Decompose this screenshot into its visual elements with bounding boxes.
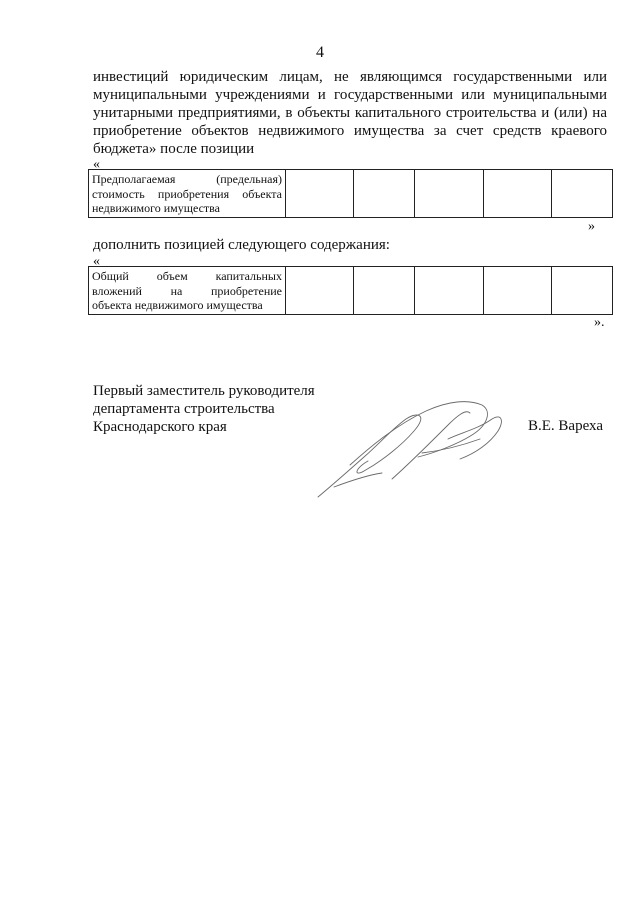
table-label-line: вложений на приобретение (92, 283, 282, 298)
table-label-line: объекта недвижимого имущества (92, 298, 263, 312)
open-quote-2: « (93, 254, 100, 269)
intro-line: унитарными предприятиями, в объекты капитального строительства и (или) на (93, 105, 607, 121)
intro-paragraph (93, 68, 607, 158)
open-quote-1: « (93, 157, 100, 172)
handwritten-signature (310, 395, 530, 505)
close-quote-2: ». (594, 315, 605, 330)
table-row (89, 267, 613, 315)
middle-line: дополнить позицией следующего содержания: (93, 237, 390, 253)
table-empty-cell (484, 170, 552, 218)
intro-line: приобретение объектов недвижимого имущества за счет средств краевого (93, 123, 607, 139)
table-empty-cell (354, 170, 415, 218)
table-label-cell (89, 170, 286, 218)
signature-title-line: департамента строительства (93, 401, 275, 417)
signature-title (93, 382, 315, 436)
table-position-2 (88, 266, 613, 315)
middle-paragraph (93, 236, 607, 254)
table-empty-cell (415, 170, 484, 218)
table-position-1 (88, 169, 613, 218)
table-empty-cell (552, 267, 613, 315)
page-number: 4 (316, 44, 324, 61)
table-label-line: Общий объем капитальных (92, 269, 282, 283)
table-empty-cell (484, 267, 552, 315)
table-empty-cell (415, 267, 484, 315)
table-label-line: недвижимого имущества (92, 201, 220, 215)
table-label-line: стоимость приобретения объекта (92, 186, 282, 201)
intro-line: муниципальными учреждениями и государственными или муниципальными (93, 87, 607, 103)
table-empty-cell (552, 170, 613, 218)
table-label-cell (89, 267, 286, 315)
table-empty-cell (286, 267, 354, 315)
table-empty-cell (286, 170, 354, 218)
signature-title-line: Краснодарского края (93, 419, 227, 435)
close-quote-1: » (588, 219, 595, 234)
table-row (89, 170, 613, 218)
intro-line: инвестиций юридическим лицам, не являющимся государственными или (93, 69, 607, 85)
table-empty-cell (354, 267, 415, 315)
signature-title-line: Первый заместитель руководителя (93, 383, 315, 399)
intro-line: бюджета» после позиции (93, 141, 255, 157)
signatory-name: В.Е. Вареха (528, 418, 603, 434)
table-label-line: Предполагаемая (предельная) (92, 172, 282, 186)
